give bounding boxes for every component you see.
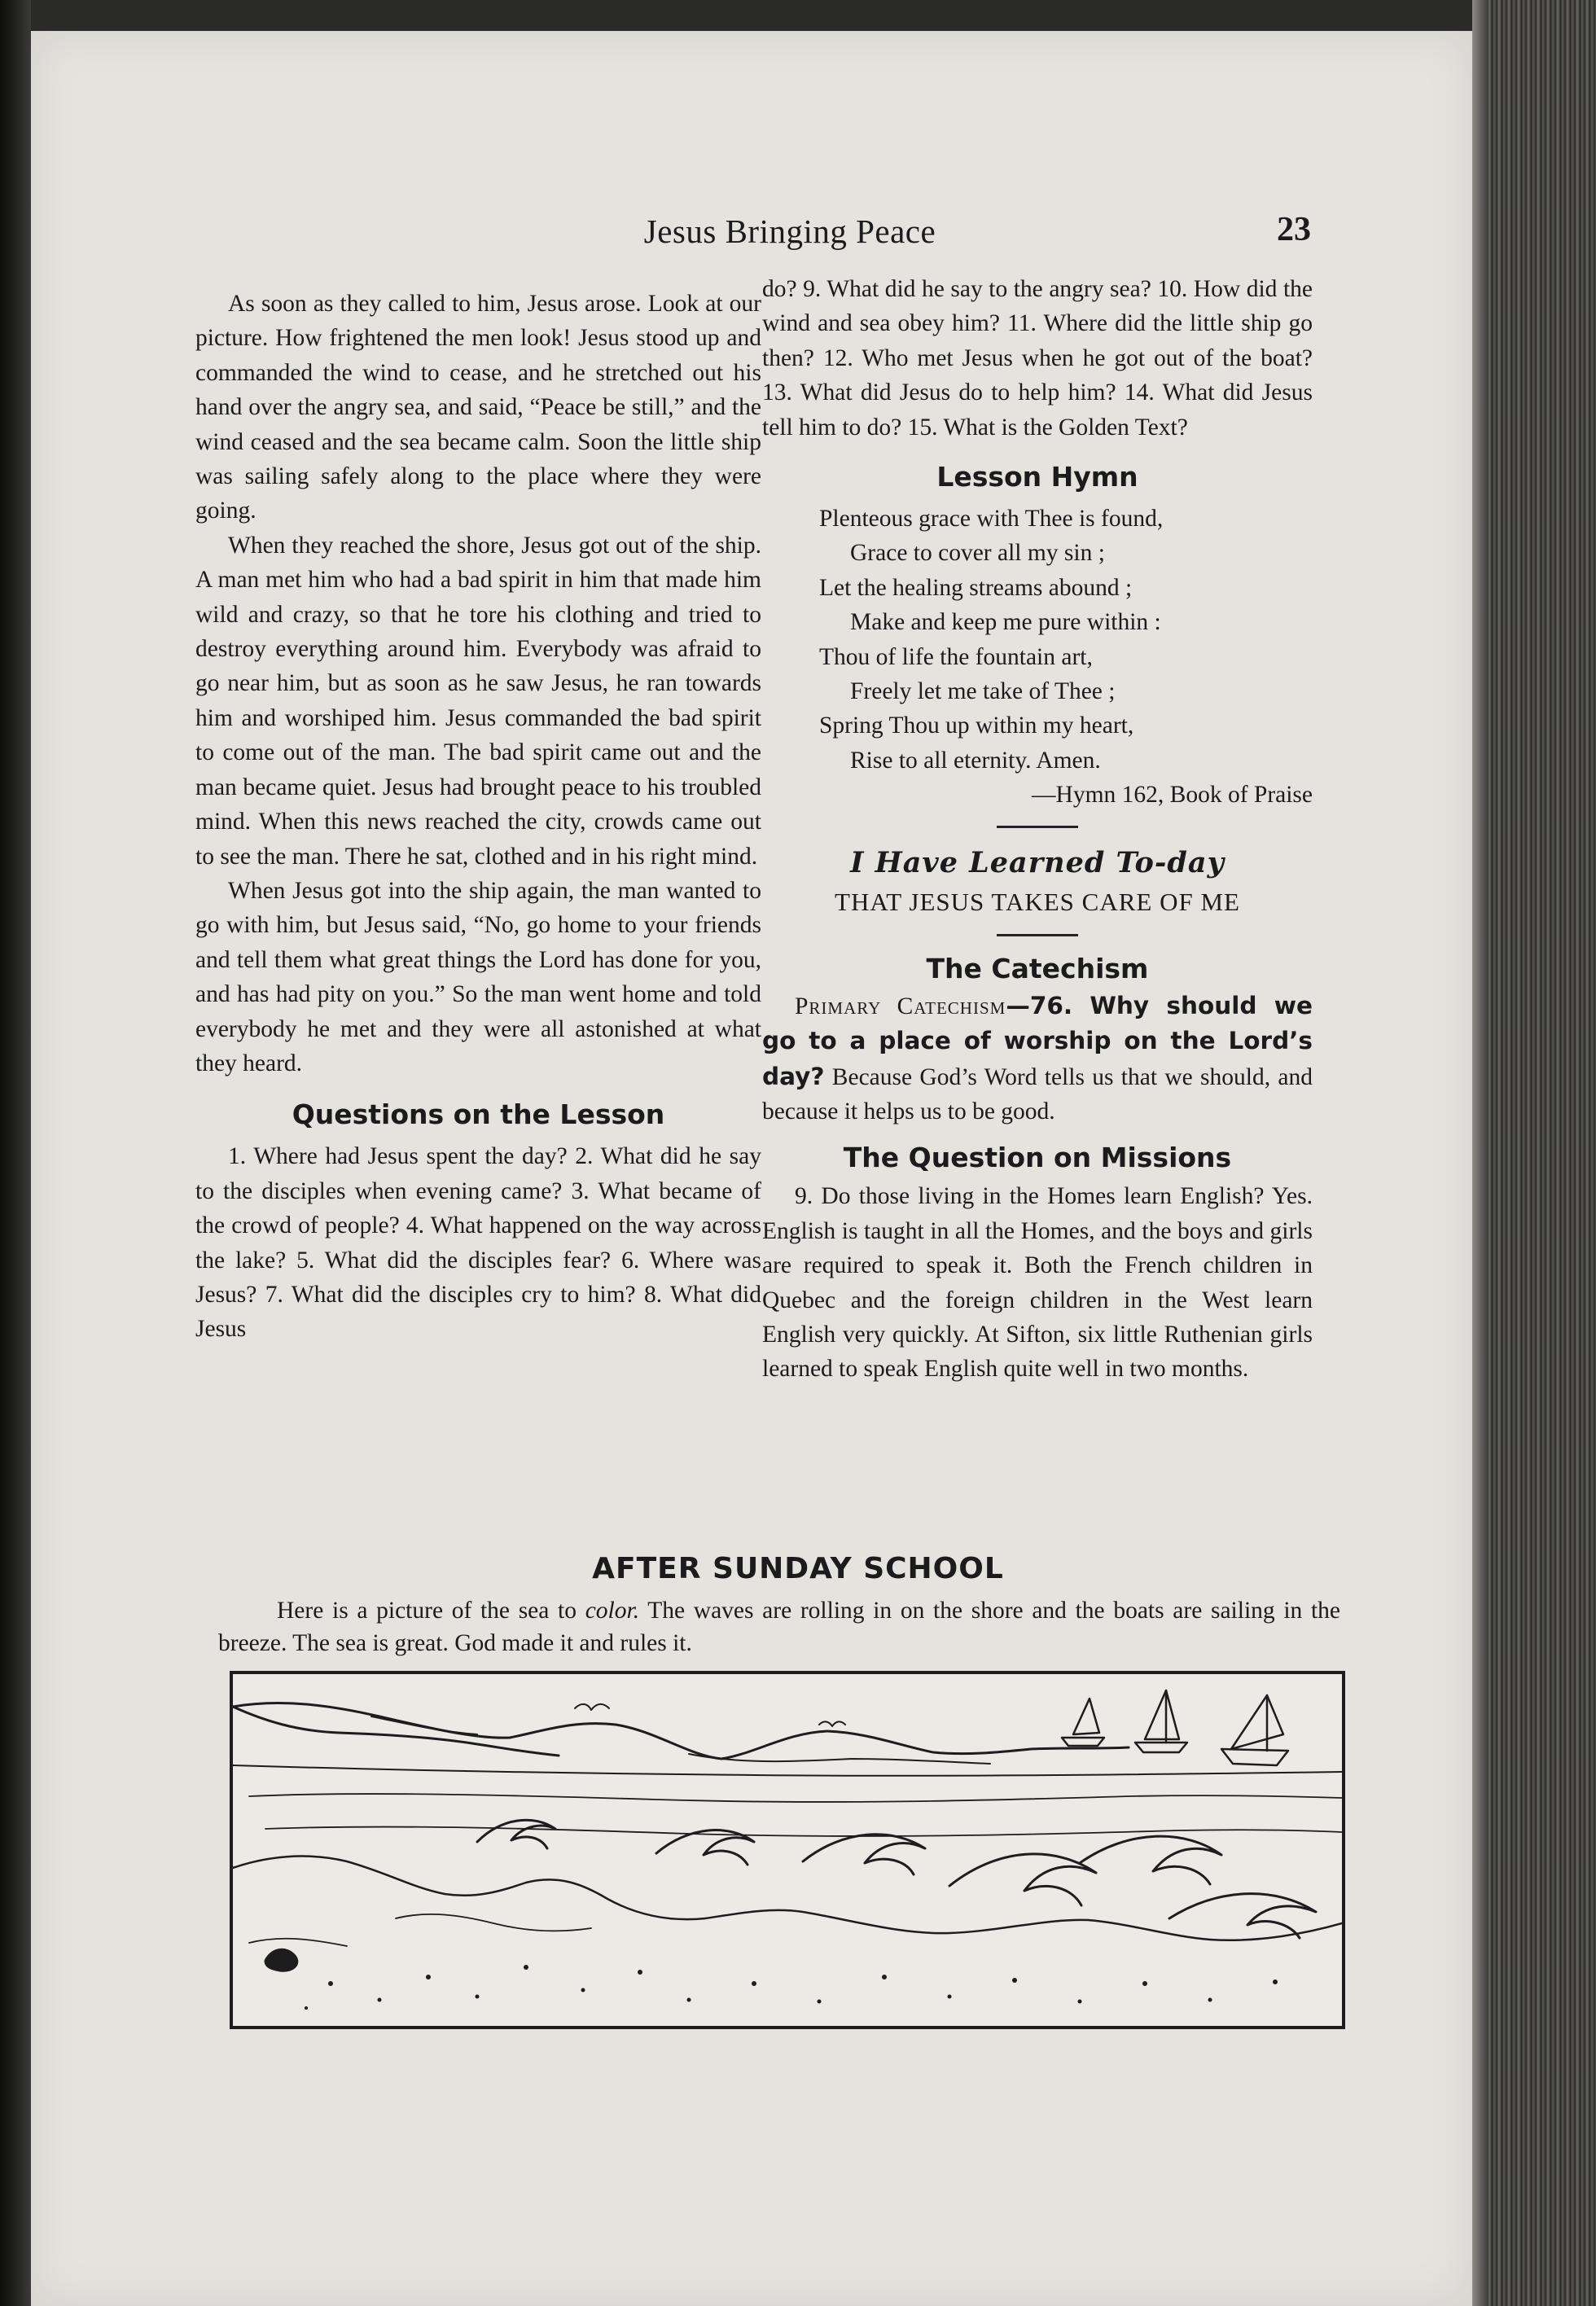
hymn-line: Let the healing streams abound ; — [819, 574, 1133, 601]
after-school-heading: AFTER SUNDAY SCHOOL — [592, 1552, 1004, 1585]
shoreline — [233, 1857, 1342, 1940]
missions-text: 9. Do those living in the Homes learn English? Yes. English is taught in all the Homes, and the boys and girls are required to speak it. Both the French children in Quebec and the foreign children in the West learn English very quickly. At Sifton, six little Ruthenian girls learned to speak English quite well in two months. — [762, 1183, 1313, 1383]
body-paragraph-2: When they reached the shore, Jesus got out of the ship. A man met him who had a bad spirit in him that made him wild and crazy, so that he tore his clothing and tried to destroy everything around him. Everybody was afraid to go near him, but as soon as he saw Jesus, he ran towards him and worshiped him. Jesus commanded the bad spirit to come out of the man. The bad spirit came out and the man became quiet. Jesus had brought peace to his troubled mind. When this news reached the city, crowds came out to see the man. There he sat, clothed and in his right mind. — [195, 532, 761, 870]
hymn-line: Freely let me take of Thee ; — [850, 678, 1116, 705]
book-gutter-shadow — [0, 0, 31, 2306]
hymn-line: Plenteous grace with Thee is found, — [819, 506, 1164, 533]
hymn-verse — [762, 502, 1313, 813]
sailboat — [1135, 1690, 1187, 1752]
hymn-citation: —Hymn 162, Book of Praise — [1032, 782, 1313, 809]
seagull — [819, 1721, 845, 1726]
horizon-line — [233, 1765, 1342, 1776]
wave-crest — [803, 1835, 925, 1874]
wave-crest — [949, 1854, 1096, 1905]
page-number: 23 — [1277, 211, 1311, 248]
learned-text: THAT JESUS TAKES CARE OF ME — [835, 887, 1240, 916]
catechism-label: Primary Catechism — [795, 993, 1006, 1019]
hymn-line: Thou of life the fountain art, — [819, 643, 1093, 670]
catechism-text — [762, 989, 1313, 1129]
sailboat — [1062, 1699, 1104, 1746]
catechism-heading: The Catechism — [926, 952, 1149, 984]
wave-crest — [477, 1820, 555, 1848]
sailboat — [1221, 1695, 1288, 1765]
after-text-before: Here is a picture of the sea to — [277, 1598, 585, 1624]
wave-crest — [1080, 1836, 1221, 1884]
body-paragraph-3: When Jesus got into the ship again, the man wanted to go with him, but Jesus said, “No, go home to your friends and tell them what great things the Lord has done for you, and has had pity on you.” So the man went home and told everybody he met and they were all astonished at what they heard. — [195, 877, 761, 1076]
shore-pebbles — [305, 1965, 1278, 2010]
hymn-line: Rise to all eternity. Amen. — [850, 747, 1101, 774]
sea-drawing — [233, 1674, 1342, 2026]
questions-continued: do? 9. What did he say to the angry sea? 10. How did the wind and sea obey him? 11. Where did the little ship go then? 12. Who met Jesus when he got out of the boat? 13. What did Jesus do to help him? 14. What did Jesus tell him to do? 15. What is the Golden Text? — [762, 276, 1313, 441]
body-paragraph-1: As soon as they called to him, Jesus arose. Look at our picture. How frightened the men look! Jesus stood up and commanded the wind to cease, and he stretched out his hand over the angry sea, and said, “Peace be still,” and the wind ceased and the sea became calm. Soon the little ship was sailing safely along to the place where they were going. — [195, 291, 761, 524]
after-text-italic: color. — [585, 1598, 640, 1624]
hymn-heading: Lesson Hymn — [936, 461, 1138, 493]
catechism-answer: Because God’s Word tells us that we should, and because it helps us to be good. — [762, 1063, 1313, 1125]
left-column — [195, 287, 761, 1347]
questions-heading: Questions on the Lesson — [292, 1098, 665, 1131]
catechism-question: —76. Why should we go to a place of worship on the Lord’s day? — [762, 991, 1313, 1090]
right-column — [762, 272, 1313, 1387]
page-stack-edge — [1472, 0, 1596, 2306]
learned-heading: I Have Learned To-day — [850, 845, 1225, 879]
questions-text: 1. Where had Jesus spent the day? 2. What did he say to the disciples when evening came? 3. What became of the crowd of people? 4. What happened on the way across the lake? 5. What did the disciples fear? 6. Where was Jesus? 7. What did the disciples cry to him? 8. What did Jesus — [195, 1143, 761, 1343]
hymn-line: Spring Thou up within my heart, — [819, 712, 1134, 739]
after-school-text — [218, 1594, 1340, 1659]
hymn-line: Grace to cover all my sin ; — [850, 540, 1105, 567]
running-head: Jesus Bringing Peace — [643, 213, 936, 250]
rock — [265, 1949, 297, 1971]
after-text-after: The waves are rolling in on the shore and the boats are sailing in the breeze. The sea is great. God made it and rules it. — [218, 1598, 1340, 1656]
hymn-line: Make and keep me pure within : — [850, 609, 1161, 636]
hills-outline — [233, 1703, 1129, 1759]
seagull — [575, 1704, 609, 1710]
wave-crest — [1169, 1894, 1316, 1938]
missions-heading: The Question on Missions — [843, 1142, 1232, 1174]
section-divider — [997, 826, 1078, 828]
section-divider — [997, 934, 1078, 936]
sea-illustration — [230, 1671, 1345, 2029]
